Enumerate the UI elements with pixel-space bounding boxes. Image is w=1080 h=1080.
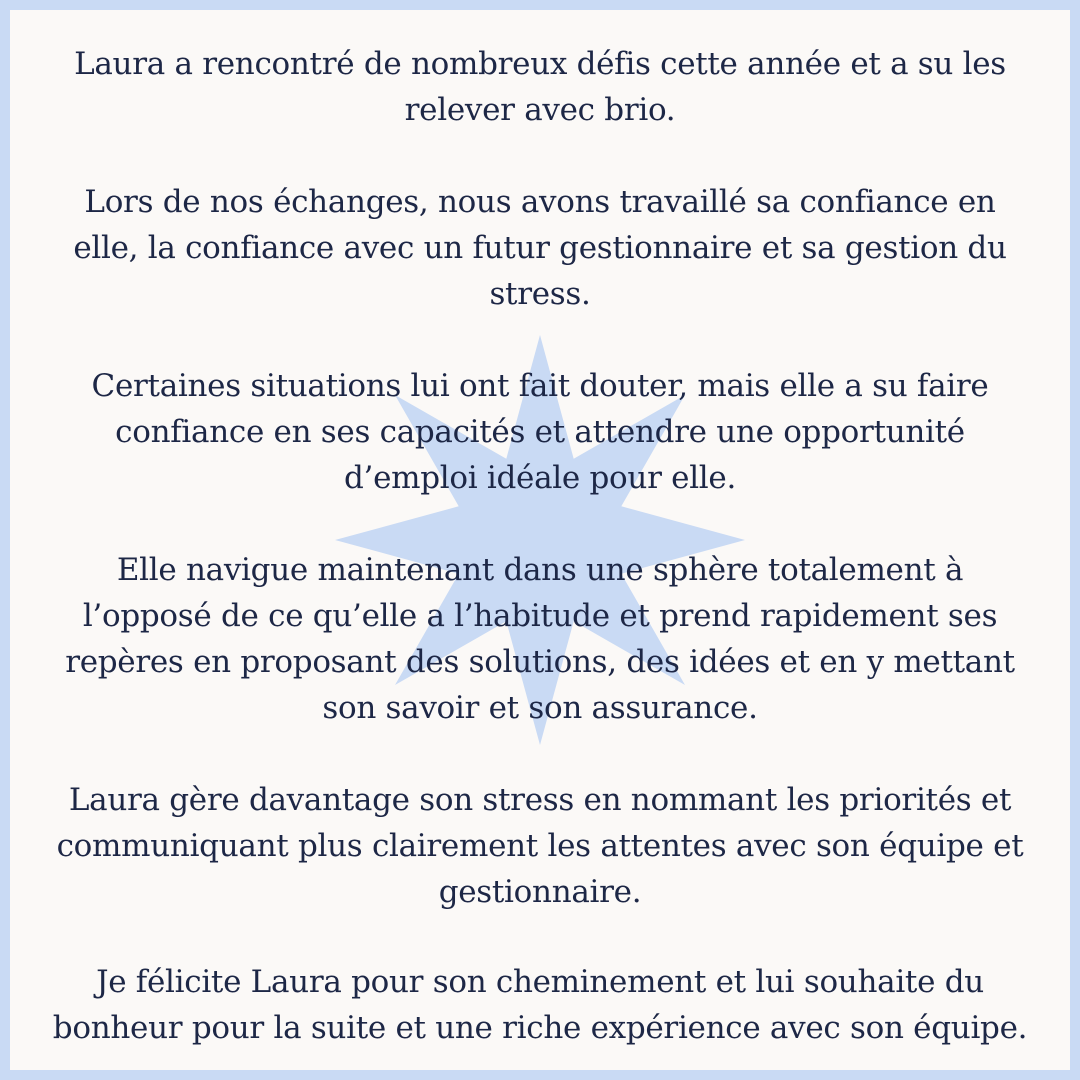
line: relever avec brio. xyxy=(404,92,676,128)
line: son savoir et son assurance. xyxy=(322,690,758,726)
line: repères en proposant des solutions, des idées et en y mettant xyxy=(65,644,1015,680)
line: Elle navigue maintenant dans une sphère totalement à xyxy=(116,552,964,588)
testimonial-text xyxy=(10,10,1070,1070)
paragraph-4 xyxy=(40,547,1040,731)
paragraph-2 xyxy=(40,179,1040,317)
paragraph-5 xyxy=(40,777,1040,915)
line: d’emploi idéale pour elle. xyxy=(343,460,737,496)
paragraph-6 xyxy=(40,959,1040,1051)
line: bonheur pour la suite et une riche expérience avec son équipe. xyxy=(52,1010,1028,1046)
line: Je félicite Laura pour son cheminement et lui souhaite du xyxy=(96,964,984,1000)
line: l’opposé de ce qu’elle a l’habitude et prend rapidement ses xyxy=(82,598,998,634)
line: gestionnaire. xyxy=(438,874,642,910)
line: communiquant plus clairement les attentes avec son équipe et xyxy=(56,828,1024,864)
line: Certaines situations lui ont fait douter, mais elle a su faire xyxy=(91,368,989,404)
line: confiance en ses capacités et attendre une opportunité xyxy=(115,414,965,450)
line: Lors de nos échanges, nous avons travaillé sa confiance en xyxy=(84,184,996,220)
line: Laura gère davantage son stress en nommant les priorités et xyxy=(68,782,1012,818)
paragraph-3 xyxy=(40,363,1040,501)
testimonial-card xyxy=(10,10,1070,1070)
paragraph-1 xyxy=(40,41,1040,133)
line: stress. xyxy=(489,276,591,312)
line: elle, la confiance avec un futur gestionnaire et sa gestion du xyxy=(73,230,1007,266)
line: Laura a rencontré de nombreux défis cette année et a su les xyxy=(74,46,1006,82)
